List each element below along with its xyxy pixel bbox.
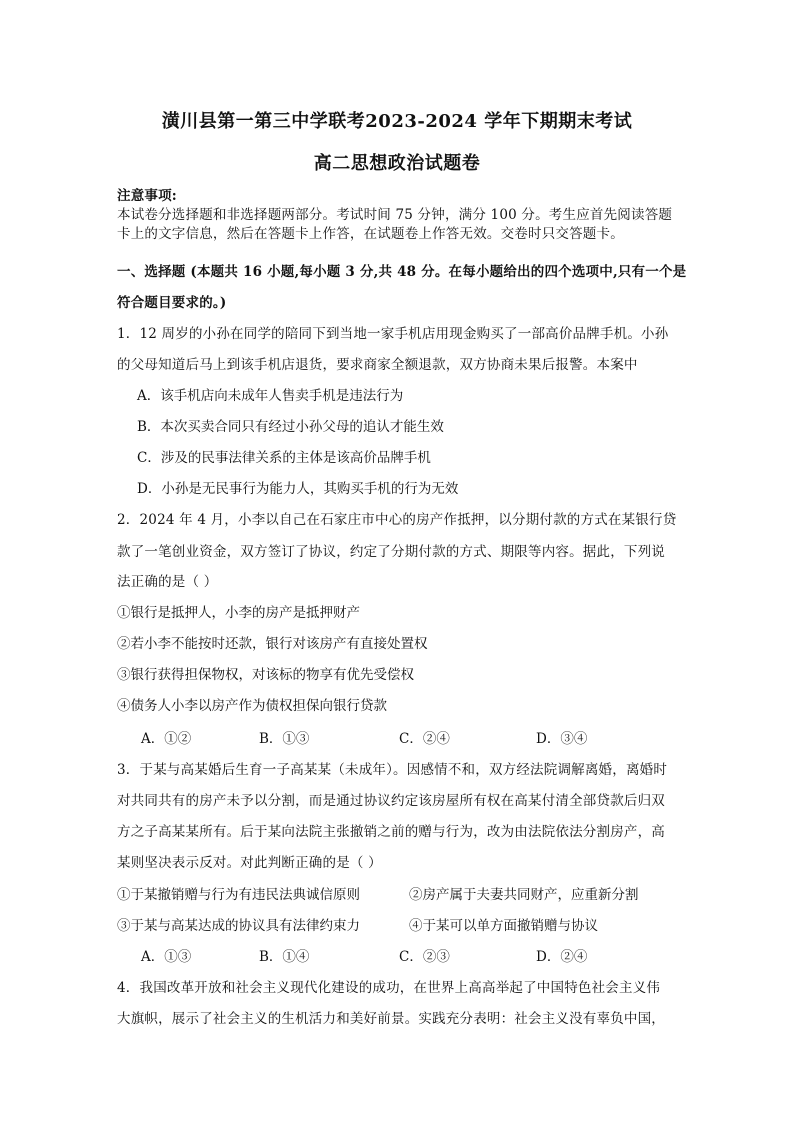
question-2-statement-1: ①银行是抵押人，小李的房产是抵押财产 [117,605,360,621]
question-2-statement-4: ④债务人小李以房产作为债权担保向银行贷款 [117,698,387,714]
question-3-statement-1: ①于某撤销赠与行为有违民法典诚信原则 [117,887,360,903]
section-heading: 符合题目要求的。) [117,295,227,311]
question-3-statement-2: ②房产属于夫妻共同财产，应重新分割 [409,887,639,903]
question-2-stem: 款了一笔创业资金，双方签订了协议，约定了分期付款的方式、期限等内容。据此，下列说 [117,544,665,560]
question-1-option-b: B．本次买卖合同只有经过小孙父母的追认才能生效 [137,419,444,435]
question-4-stem: 4．我国改革开放和社会主义现代化建设的成功，在世界上高高举起了中国特色社会主义伟 [117,980,661,996]
section-heading: 一、选择题 (本题共 16 小题,每小题 3 分,共 48 分。在每小题给出的四个选项中,只有一个是 [117,264,687,280]
question-2-statement-3: ③银行获得担保物权，对该标的物享有优先受偿权 [117,667,414,683]
question-3-stem: 某则坚决表示反对。对此判断正确的是（ ） [117,855,382,871]
question-2-choice-d: D．③④ [536,731,588,747]
question-1-option-c: C．涉及的民事法律关系的主体是该高价品牌手机 [137,450,431,466]
question-4-stem: 大旗帜，展示了社会主义的生机活力和美好前景。实践充分表明：社会主义没有辜负中国， [117,1011,665,1027]
exam-title: 潢川县第一第三中学联考2023-2024 学年下期期末考试 [161,111,633,132]
question-3-choice-a: A．①③ [141,949,192,965]
question-3-choice-b: B．①④ [259,949,310,965]
question-3-statement-3: ③于某与高某达成的协议具有法律约束力 [117,918,360,934]
question-1-option-d: D．小孙是无民事行为能力人，其购买手机的行为无效 [137,481,459,497]
notice-heading: 注意事项: [117,188,177,204]
question-2-choice-c: C．②④ [399,731,450,747]
question-2-statement-2: ②若小李不能按时还款，银行对该房产有直接处置权 [117,636,428,652]
question-1-stem: 的父母知道后马上到该手机店退货，要求商家全额退款，双方协商未果后报警。本案中 [117,357,638,373]
question-3-stem: 3．于某与高某婚后生育一子高某某（未成年）。因感情不和，双方经法院调解离婚，离婚时 [117,762,668,778]
question-3-choice-c: C．②③ [399,949,450,965]
notice-line: 本试卷分选择题和非选择题两部分。考试时间 75 分钟，满分 100 分。考生应首先阅读答题 [117,207,673,223]
question-2-stem: 法正确的是（ ） [117,574,218,590]
notice-line: 卡上的文字信息，然后在答题卡上作答，在试题卷上作答无效。交卷时只交答题卡。 [117,226,624,242]
question-3-stem: 对共同共有的房产未予以分割，而是通过协议约定该房屋所有权在高某付清全部贷款后归双 [117,793,665,809]
question-3-statement-4: ④于某可以单方面撤销赠与协议 [409,918,598,934]
question-2-choice-b: B．①③ [259,731,310,747]
question-2-choice-a: A．①② [141,731,192,747]
exam-subtitle: 高二思想政治试题卷 [313,153,481,174]
question-2-stem: 2．2024 年 4 月，小李以自己在石家庄市中心的房产作抵押，以分期付款的方式在某银行贷 [117,512,677,528]
question-3-choice-d: D．②④ [536,949,588,965]
question-1-option-a: A．该手机店向未成年人售卖手机是违法行为 [137,388,404,404]
question-3-stem: 方之子高某某所有。后于某向法院主张撤销之前的赠与行为，改为由法院依法分割房产，高 [117,824,665,840]
question-1-stem: 1．12 周岁的小孙在同学的陪同下到当地一家手机店用现金购买了一部高价品牌手机。小孙 [117,326,669,342]
